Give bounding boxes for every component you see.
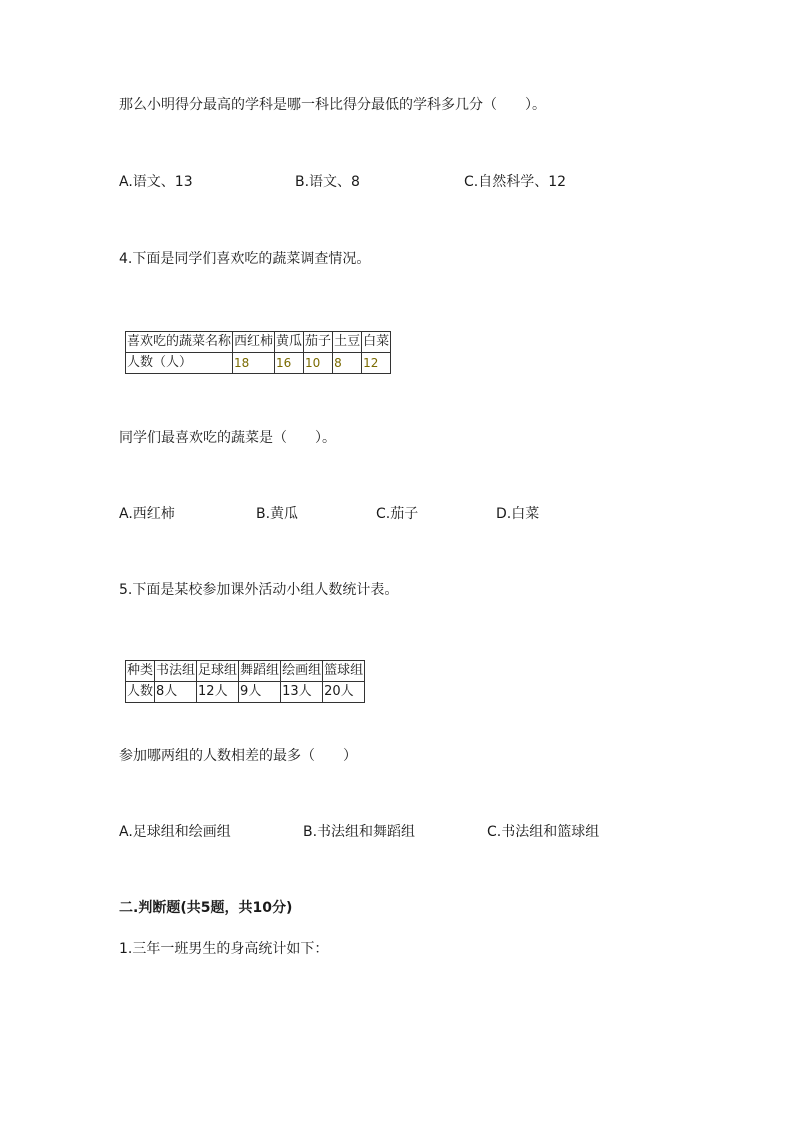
table-cell: 人数 xyxy=(126,682,155,703)
q5-question-text: 参加哪两组的人数相差的最多（ ） xyxy=(119,748,357,764)
table-header-cell: 白菜 xyxy=(362,332,391,353)
table-cell: 16 xyxy=(275,353,304,374)
table-header-cell: 喜欢吃的蔬菜名称 xyxy=(126,332,233,353)
section-heading: 二.判断题(共5题，共10分) xyxy=(119,900,293,916)
q5-option-a: A.足球组和绘画组 xyxy=(119,824,231,840)
q4-question-text: 同学们最喜欢吃的蔬菜是（ ）。 xyxy=(119,430,336,446)
table-cell: 18 xyxy=(233,353,275,374)
activity-group-table xyxy=(125,660,365,703)
q4-option-a: A.西红柿 xyxy=(119,506,175,522)
section2-q1-text: 1.三年一班男生的身高统计如下： xyxy=(119,941,329,957)
table-row xyxy=(126,353,391,374)
q5-title: 5.下面是某校参加课外活动小组人数统计表。 xyxy=(119,582,399,598)
table-cell: 8 xyxy=(333,353,362,374)
table-cell: 人数（人） xyxy=(126,353,233,374)
q5-option-b: B.书法组和舞蹈组 xyxy=(303,824,416,840)
table-header-cell: 种类 xyxy=(126,661,155,682)
q4-option-b: B.黄瓜 xyxy=(256,506,299,522)
q4-option-c: C.茄子 xyxy=(376,506,419,522)
table-header-cell: 舞蹈组 xyxy=(239,661,281,682)
table-cell: 10 xyxy=(304,353,333,374)
q4-title: 4.下面是同学们喜欢吃的蔬菜调查情况。 xyxy=(119,251,371,267)
table-cell: 13人 xyxy=(281,682,323,703)
q5-option-c: C.书法组和篮球组 xyxy=(487,824,600,840)
table-header-cell: 绘画组 xyxy=(281,661,323,682)
table-header-cell: 书法组 xyxy=(155,661,197,682)
q4-option-d: D.白菜 xyxy=(496,506,540,522)
table-cell: 12人 xyxy=(197,682,239,703)
q3-option-c: C.自然科学、12 xyxy=(464,174,567,190)
table-cell: 9人 xyxy=(239,682,281,703)
table-header-cell: 篮球组 xyxy=(323,661,365,682)
table-cell: 12 xyxy=(362,353,391,374)
q3-option-a: A.语文、13 xyxy=(119,174,193,190)
table-cell: 8人 xyxy=(155,682,197,703)
table-header-cell: 黄瓜 xyxy=(275,332,304,353)
q3-question-text: 那么小明得分最高的学科是哪一科比得分最低的学科多几分（ ）。 xyxy=(119,97,546,113)
table-header-cell: 茄子 xyxy=(304,332,333,353)
q3-option-b: B.语文、8 xyxy=(295,174,360,190)
vegetable-survey-table xyxy=(125,331,391,374)
table-header-cell: 西红柿 xyxy=(233,332,275,353)
table-header-cell: 土豆 xyxy=(333,332,362,353)
table-cell: 20人 xyxy=(323,682,365,703)
table-row xyxy=(126,661,365,682)
table-header-cell: 足球组 xyxy=(197,661,239,682)
table-row xyxy=(126,332,391,353)
table-row xyxy=(126,682,365,703)
